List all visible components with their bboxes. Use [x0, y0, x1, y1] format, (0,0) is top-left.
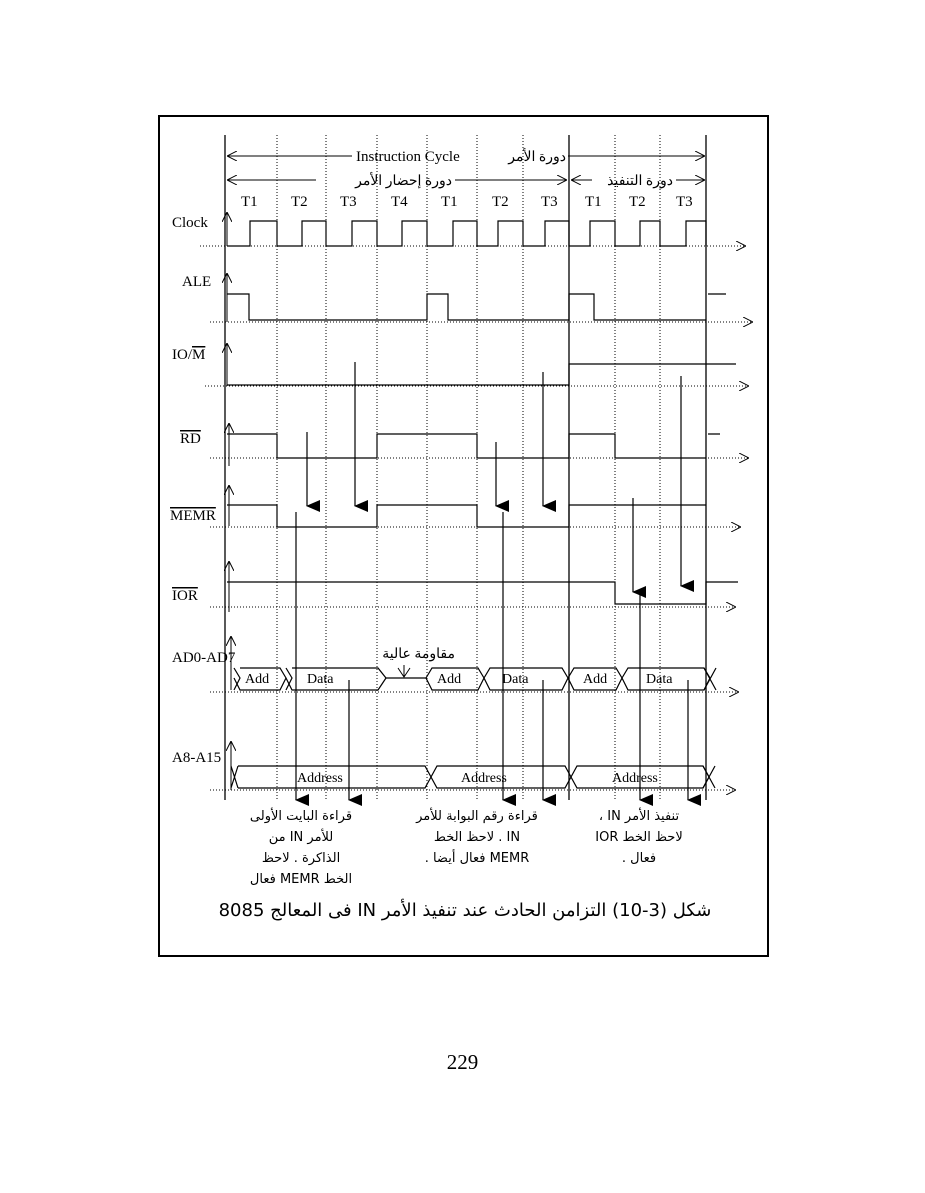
t-state-labels [241, 194, 693, 210]
t-label: T1 [585, 194, 602, 210]
t-label: T1 [241, 194, 258, 210]
signal-axis-arrows [227, 213, 231, 790]
t-label: T1 [441, 194, 458, 210]
execute-cycle-label: دورة التنفيذ [607, 174, 673, 189]
note-port-read: قراءة رقم البوابة للأمر IN . لاحظ الخط MEMR فعال أيضا . [416, 809, 538, 866]
high-impedance-label: مقاومة عالية [382, 647, 455, 662]
t-label: T2 [291, 194, 308, 210]
memr-waveform [227, 505, 706, 527]
io-m-label: IO/M [172, 347, 206, 363]
bus-label-address: Address [461, 771, 507, 786]
high-impedance-marker [398, 665, 410, 677]
clock-waveform [227, 221, 706, 246]
fetch-cycle-label: دورة إحضار الأمر [355, 174, 452, 189]
bus-label-address: Address [612, 771, 658, 786]
bus-label-add: Add [245, 672, 270, 687]
t-label: T2 [629, 194, 646, 210]
ale-label: ALE [182, 274, 212, 290]
t-label: T3 [676, 194, 693, 210]
page-number: 229 [446, 1050, 479, 1074]
rd-label: RD [180, 431, 201, 447]
instruction-cycle-arabic-label: دورة الأمر [508, 150, 566, 165]
bus-label-add: Add [437, 672, 462, 687]
clock-label: Clock [172, 215, 208, 231]
bus-label-data: Data [307, 672, 334, 687]
t-label: T3 [541, 194, 558, 210]
strobe-arrows [296, 362, 688, 800]
ior-waveform [227, 582, 738, 604]
ad0-ad7-label: AD0-AD7 [172, 650, 236, 666]
note-execute: تنفيذ الأمر IN ، لاحظ الخط IOR فعال . [595, 809, 683, 866]
bus-label-add: Add [583, 672, 608, 687]
rd-waveform [227, 434, 720, 458]
t-state-grid [277, 135, 706, 800]
bus-label-address: Address [297, 771, 343, 786]
bus-label-data: Data [646, 672, 673, 687]
a8-a15-label: A8-A15 [172, 750, 222, 766]
figure-caption: شكل (3-10) التزامن الحادث عند تنفيذ الأمر IN فى المعالج 8085 [218, 900, 712, 921]
instruction-cycle-label: Instruction Cycle [356, 149, 460, 165]
time-axes [200, 246, 752, 790]
cycle-boundaries [225, 135, 706, 800]
t-label: T2 [492, 194, 509, 210]
ior-label: IOR [172, 588, 198, 604]
t-label: T3 [340, 194, 357, 210]
note-memory-read: قراءة البايت الأولى للأمر IN من الذاكرة . لاحظ الخط MEMR فعال [249, 809, 353, 887]
memr-label: MEMR [170, 508, 216, 524]
bus-label-data: Data [502, 672, 529, 687]
t-label: T4 [391, 194, 408, 210]
